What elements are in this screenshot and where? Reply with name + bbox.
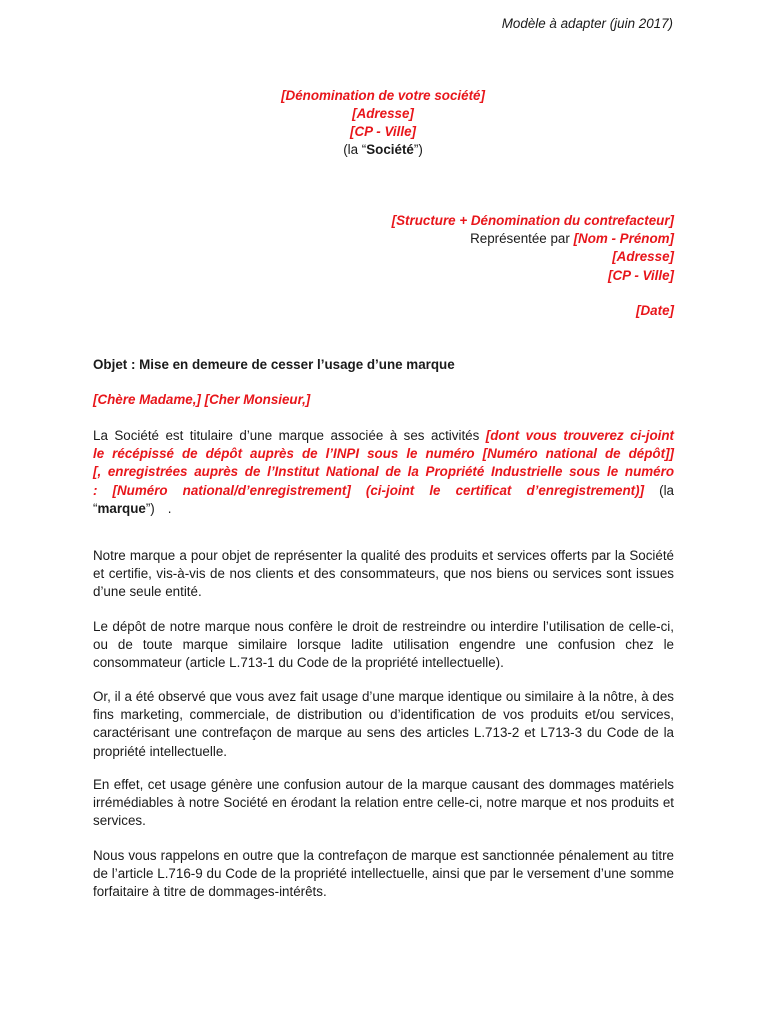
recipient-cp-city: [CP - Ville] (608, 267, 674, 283)
sender-label-word: Société (366, 142, 414, 157)
paragraph-1-final-dot: . (167, 500, 172, 516)
recipient-represented-line (392, 230, 674, 248)
paragraph-1-intro: La Société est titulaire d’une marque associée à ses activités (93, 428, 486, 443)
paragraph-2: Notre marque a pour objet de représenter la qualité des produits et services offerts par la Société et certifie, vis-à-vis de nos clients et des consommateurs, que nos biens ou services sont issues d’une seule entité. (93, 548, 674, 600)
paragraph-1-quote-close: ”) (145, 500, 155, 516)
paragraph-1-quote-open: “ (93, 500, 98, 516)
salutation: [Chère Madame,] [Cher Monsieur,] (93, 392, 311, 407)
letter-object: Objet : Mise en demeure de cesser l’usage d’une marque (93, 357, 455, 372)
sender-label (0, 141, 768, 159)
recipient-name: [Nom - Prénom] (573, 231, 674, 247)
paragraph-1-line-4 (93, 482, 674, 500)
paragraph-4: Or, il a été observé que vous avez fait usage d’une marque identique ou similaire à la nôtre, à des fins marketing, commerciale, de distribution ou d’identification de vos produits et/ou services, caractérisant une contrefaçon de marque au sens des articles L.713-2 et L713-3 du Code de la propriété intellectuelle. (93, 689, 674, 759)
paragraph-1-red-line4: : [Numéro national/d’enregistrement] (ci-joint le certificat d’enregistrement)] (93, 482, 645, 498)
paragraph-6: Nous vous rappelons en outre que la contrefaçon de marque est sanctionnée pénalement au titre de l’article L.716-9 du Code de la propriété intellectuelle, ainsi que par le versement d’une somme forfaitaire à titre de dommages-intérêts. (93, 848, 674, 900)
paragraph-1-mark-word: marque (97, 500, 146, 516)
sender-label-suffix: ”) (413, 142, 423, 157)
paragraph-5: En effet, cet usage génère une confusion autour de la marque causant des dommages matériels irrémédiables à notre Société en érodant la relation entre celle-ci, notre marque et nos produits et services. (93, 777, 674, 829)
paragraph-1-red-part1: [dont vous trouverez ci-joint (485, 428, 674, 443)
sender-cp-city: [CP - Ville] (350, 124, 416, 139)
paragraph-1-red-line2: le récépissé de dépôt auprès de l’INPI sous le numéro [Numéro national de dépôt]] (93, 446, 674, 462)
paragraph-3: Le dépôt de notre marque nous confère le droit de restreindre ou interdire l’utilisation de celle-ci, ou de toute marque similaire lorsque ladite utilisation engendre une confusion chez le consommateur (article L.713-1 du Code de la propriété intellectuelle). (93, 619, 674, 671)
sender-address: [Adresse] (352, 106, 414, 121)
recipient-block (392, 212, 674, 285)
recipient-represented-by: Représentée par (470, 231, 574, 247)
sender-block (0, 87, 768, 159)
sender-label-prefix: (la “ (343, 142, 367, 157)
model-note: Modèle à adapter (juin 2017) (501, 16, 673, 31)
paragraph-1 (93, 427, 674, 518)
paragraph-1-line-1 (93, 427, 674, 445)
sender-company-name: [Dénomination de votre société] (281, 88, 485, 103)
recipient-address: [Adresse] (612, 249, 674, 265)
paragraph-1-red-line3: [, enregistrées auprès de l’Institut National de la Propriété Industrielle sous le numéro (93, 464, 674, 480)
letter-date: [Date] (636, 303, 674, 318)
paragraph-1-after-red: (la (644, 482, 674, 498)
recipient-structure-name: [Structure + Dénomination du contrefacteur] (391, 213, 674, 228)
paragraph-1-line-5 (93, 500, 674, 518)
